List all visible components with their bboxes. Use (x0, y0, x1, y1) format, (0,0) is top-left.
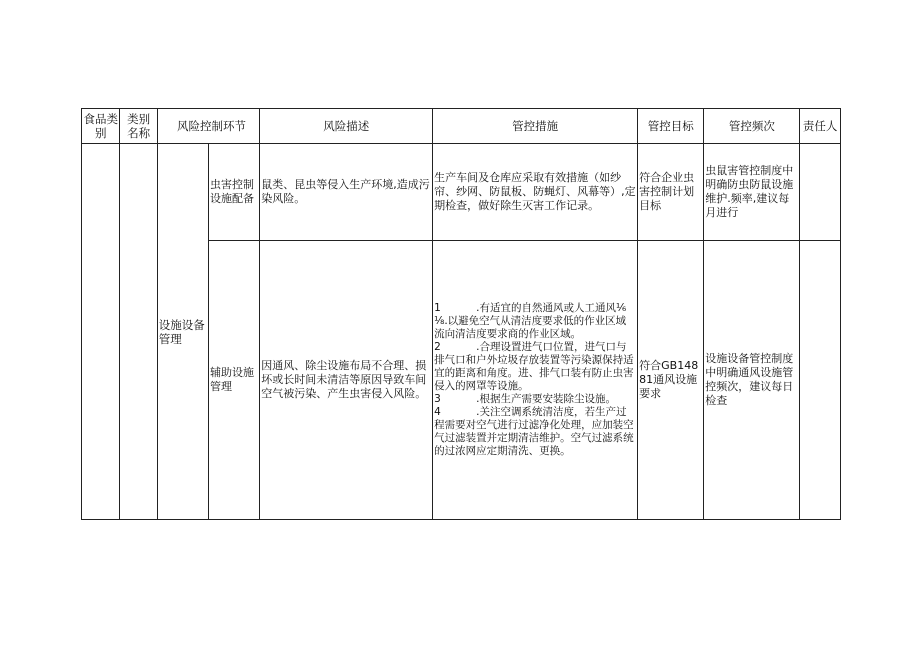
header-control-stage (157, 109, 259, 144)
responsible-cell (800, 144, 841, 241)
table-row (82, 144, 841, 241)
measure-item: 1 .有适宜的自然通风或人工通风⅙⅛.以避免空气从清洁度要求低的作业区域流向清洁度要求商的作业区域。 (434, 302, 627, 340)
frequency-cell: 虫鼠害管控制度中明确防虫防鼠设施维护.频率,建议每月进行 (704, 144, 800, 241)
target-cell: 符合企业虫害控制计划目标 (638, 144, 704, 241)
header-category-name: 类别名称 (120, 109, 157, 144)
header-responsible: 责任人 (800, 109, 841, 144)
header-row (82, 109, 841, 144)
stage-cell: 虫害控制设施配备 (209, 144, 260, 241)
measure-item: 3 .根据生产需要安装除尘设施。 (434, 393, 617, 405)
header-control-stage-label: 风险控制环节 (177, 119, 247, 133)
risk-control-table (81, 108, 841, 520)
header-target: 管控目标 (638, 109, 704, 144)
responsible-cell (800, 241, 841, 520)
food-category-cell (82, 144, 120, 520)
target-cell: 符合GB14881通风设施要求 (638, 241, 704, 520)
risk-desc-cell: 因通风、除尘设施布局不合理、损坏或长时间未清洁等原因导致车间空气被污染、产生虫害侵入风险。 (260, 241, 433, 520)
measures-cell: 生产车间及仓库应采取有效措施（如纱帘、纱网、防鼠板、防蝇灯、风幕等）,定期检查，做好除生灭害工作记录。 (433, 144, 638, 241)
header-food-category: 食品类别 (82, 109, 120, 144)
header-measures: 管控措施 (433, 109, 638, 144)
risk-desc-cell: 鼠类、昆虫等侵入生产环境,造成污染风险。 (260, 144, 433, 241)
section-cell: 设施设备管理 (157, 144, 208, 520)
header-frequency: 管控频次 (704, 109, 800, 144)
header-risk-desc: 风险描述 (260, 109, 433, 144)
measure-item: 4 .关注空调系统清洁度，若生产过程需要对空气进行过滤净化处理，应加装空气过滤装置并定期清洁维护。空气过滤系统的过浓网应定期清洗、更换。 (434, 406, 634, 457)
category-name-cell (120, 144, 157, 520)
measure-item: 2 .合理设置进气口位置，进气口与排气口和户外垃圾存放装置等污染源保持适宜的距离和角度。进、排气口装有防止虫害侵入的网罩等设施。 (434, 341, 634, 392)
stage-cell: 辅助设施管理 (209, 241, 260, 520)
measures-cell (433, 241, 638, 520)
frequency-cell: 设施设备管控制度中明确通风设施管控频次，建议每日检查 (704, 241, 800, 520)
